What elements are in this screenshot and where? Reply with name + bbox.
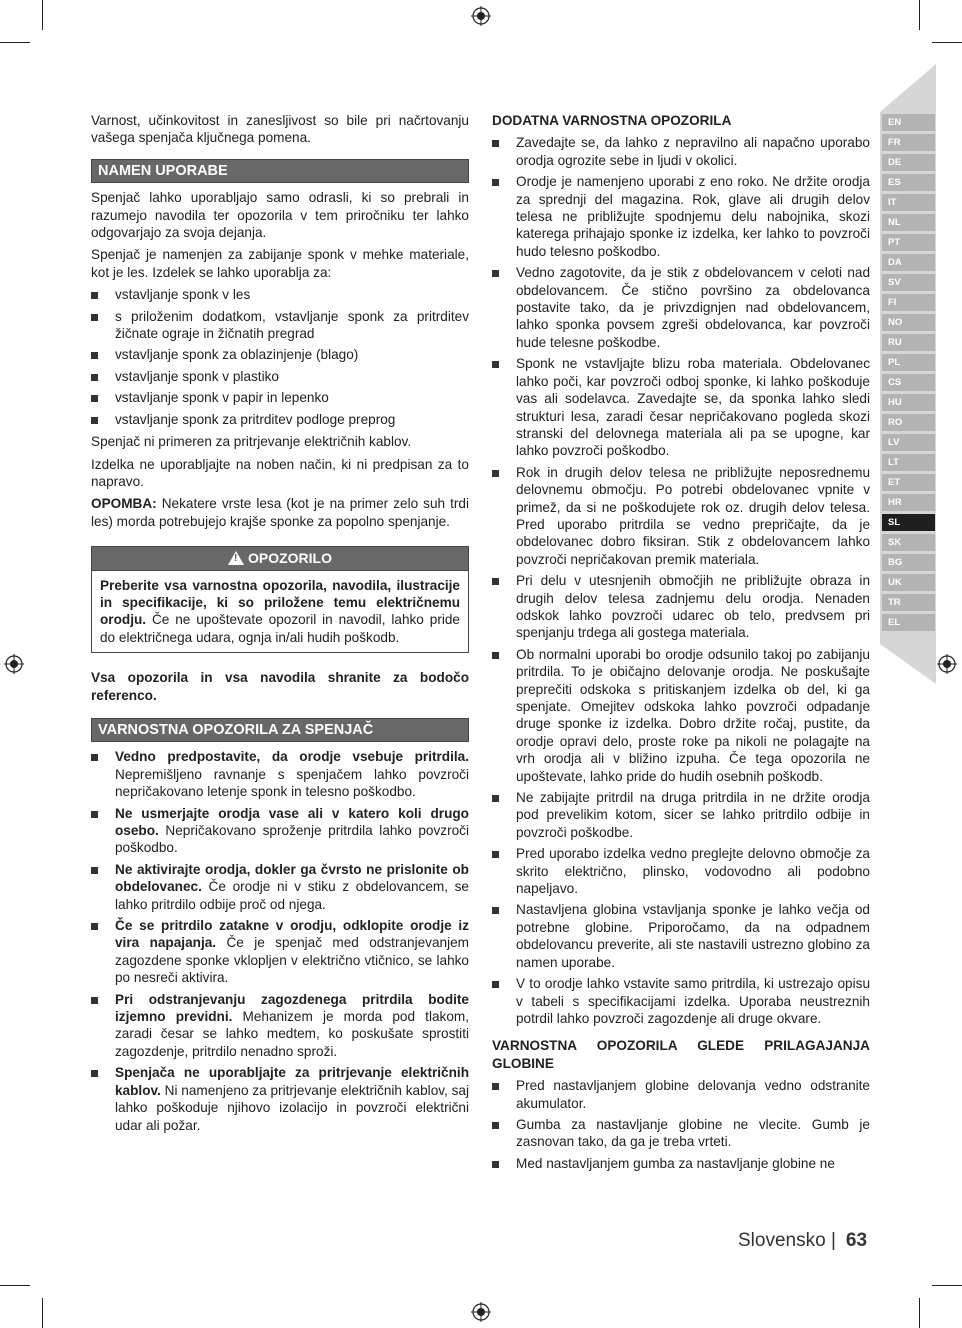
list-item [91,748,469,800]
language-tab-lt[interactable]: LT [882,454,935,471]
language-tab-et[interactable]: ET [882,474,935,491]
note-label: OPOMBA: [91,496,157,512]
warning-header [92,547,468,570]
item-bold: Spenjača ne uporabljajte za pritrjevanje električnih kablov. [115,1065,469,1098]
crop-mark [42,1298,43,1328]
list-item: vstavljanje sponk za oblazinjenje (blago) [91,346,469,363]
list-item [91,1064,469,1134]
list-item [91,917,469,987]
purpose-paragraph: Spenjač je namenjen za zabijanje sponk v mehke materiale, kot je les. Izdelek se lahko uporablja za: [91,247,469,280]
language-tab-hr[interactable]: HR [882,494,935,511]
language-tab-uk[interactable]: UK [882,574,935,591]
language-tab-bg[interactable]: BG [882,554,935,571]
page-number: 63 [845,1230,868,1251]
save-instructions: Vsa opozorila in vsa navodila shranite za bodočo referenco. [91,670,469,703]
language-tab-tr[interactable]: TR [882,594,935,611]
language-tab-el[interactable]: EL [882,614,935,631]
list-item: Sponk ne vstavljajte blizu roba materiala. Obdelovanec lahko poči, kar povzroči odboj sponke, ki lahko poškoduje vas ali sodelavca. Zavedajte se, da sponka lahko sledi strukturi lesa, zaradi česar nepričakovano pogleda skozi stranski del delovnega materiala ali pa se upogne, kar lahko povzroči poškodbo. [492,355,870,459]
language-tab-it[interactable]: IT [882,194,935,211]
language-tab-es[interactable]: ES [882,174,935,191]
list-item: Pri delu v utesnjenih območjih ne približujte obraza in drugih delov telesa zadnjemu delu orodja. Nenaden odskok lahko povzroči udarec ob telo, predvsem pri spenjanju trdega ali gostega materiala. [492,572,870,642]
intro-paragraph: Varnost, učinkovitost in zanesljivost so bile pri načrtovanju vašega spenjača ključnega pomena. [91,113,469,146]
language-tab-sl[interactable]: SL [882,514,935,531]
language-tab-nl[interactable]: NL [882,214,935,231]
stapler-safety-list [91,748,469,1134]
list-item: vstavljanje sponk za pritrditev podloge preprog [91,411,469,428]
list-item: Gumba za nastavljanje globine ne vlecite. Gumb je zasnovan tako, da ga je treba vrteti. [492,1116,870,1151]
language-tab-sk[interactable]: SK [882,534,935,551]
list-item [91,991,469,1061]
item-bold: Vedno predpostavite, da orodje vsebuje pritrdila. [115,749,469,765]
crop-mark [932,42,962,43]
item-bold: Ne usmerjajte orodja vase ali v katero koli drugo osebo. [115,805,469,838]
list-item: Ob normalni uporabi bo orodje odsunilo takoj po zabijanju pritrdila. To je običajno delovanje orodja. Ne poskušajte preprečiti odskoka s pritiskanjem izdelka ob del, ki ga spenjate. Omejitev odskoka lahko povzroči odpadanje druge sponke iz izdelka. Dobro držite ročaj, pustite, da orodje opravi delo, proste roke pa nikoli ne polagajte na vrh orodja ali v bližino izpuha. Če tega opozorila ne upoštevate, lahko pride do hudih osebnih poškodb. [492,646,870,785]
item-text: Nepremišljeno ravnanje s spenjačem lahko povzroči nepričakovano letenje sponk in telesno poškodbo. [115,766,469,800]
registration-mark-icon [937,654,957,674]
note-paragraph [91,495,469,530]
list-item: Med nastavljanjem gumba za nastavljanje globine ne [492,1155,870,1172]
no-other-use-paragraph: Izdelka ne uporabljajte na noben način, ki ni predpisan za to napravo. [91,456,469,489]
extra-safety-list [492,134,870,1027]
list-item: Pred nastavljanjem globine delovanja vedno odstranite akumulator. [492,1077,870,1112]
purpose-heading: NAMEN UPORABE [91,159,469,183]
registration-mark-icon [4,654,24,674]
warning-triangle-icon: ! [228,551,244,565]
language-tab-cs[interactable]: CS [882,374,935,391]
list-item: vstavljanje sponk v les [91,286,469,303]
list-item: Vedno zagotovite, da je stik z obdelovancem v celoti nad obdelovancem. Če stično površino za obdelovanca postavite tako, da je privzdignjen nad obdelovancem, lahko sponka povsem zgreši obdelovanca, kar povzroči hude telesne poškodbe. [492,264,870,351]
language-tab-ru[interactable]: RU [882,334,935,351]
crop-mark [919,0,920,30]
crop-mark [0,1285,30,1286]
language-tab-pl[interactable]: PL [882,354,935,371]
language-tab-da[interactable]: DA [882,254,935,271]
list-item [91,861,469,913]
item-text: Mehanizem je morda pod tlakom, zaradi česar se lahko medtem, ko poskušate sprostiti zagozdenje, pritrdilo nenadno sproži. [115,1009,469,1059]
depth-safety-heading: VARNOSTNA OPOZORILA GLEDE PRILAGAJANJA GLOBINE [492,1038,870,1071]
list-item: s priloženim dodatkom, vstavljanje sponk za pritrditev žičnate ograje in žičnatih pregrad [91,308,469,343]
language-tab-no[interactable]: NO [882,314,935,331]
warning-box [91,546,469,653]
page-footer [738,1230,867,1252]
language-tab-ro[interactable]: RO [882,414,935,431]
language-tab-en[interactable]: EN [882,114,935,131]
list-item: V to orodje lahko vstavite samo pritrdila, ki ustrezajo opisu v tabeli s specifikacijami izdelka. Uporaba neustreznih potrdil lahko povzroči zagozdenje ali druge okvare. [492,975,870,1027]
item-bold: Ne aktivirajte orodja, dokler ga čvrsto ne prislonite ob obdelovanec. [115,861,469,895]
crop-mark [932,1285,962,1286]
extra-safety-heading: DODATNA VARNOSTNA OPOZORILA [492,113,732,128]
right-column [492,112,870,1177]
item-text: Če orodje ni v stiku z obdelovancem, se lahko pritrdilo odbije proč od njega. [115,879,469,912]
registration-mark-icon [471,6,491,26]
note-text: Nekatere vrste lesa (kot je na primer zelo suh trdi les) morda potrebujejo krajše sponke za popolno spenjanje. [91,496,469,529]
not-suitable-paragraph: Spenjač ni primeren za pritrjevanje električnih kablov. [91,434,412,450]
warning-body [92,571,468,653]
item-text: Ni namenjeno za pritrjevanje električnih kablov, saj lahko poškoduje njihovo izolacijo in povzroči električni udar ali požar. [115,1082,469,1133]
language-tab-sv[interactable]: SV [882,274,935,291]
list-item: Pred uporabo izdelka vedno preglejte delovno območje za skrito električno, plinsko, vodovodno ali podobno napeljavo. [492,845,870,897]
depth-safety-list [492,1077,870,1172]
language-tab-de[interactable]: DE [882,154,935,171]
warning-title: OPOZORILO [248,550,332,567]
item-bold: Pri odstranjevanju zagozdenega pritrdila bodite izjemno previdni. [115,991,469,1025]
language-tab-fr[interactable]: FR [882,134,935,151]
crop-mark [42,0,43,30]
crop-mark [919,1298,920,1328]
warning-bold-text: Preberite vsa varnostna opozorila, navodila, ilustracije in specifikacije, ki so priložene temu električnemu orodju. [100,577,460,628]
language-tab-pt[interactable]: PT [882,234,935,251]
language-tab-hu[interactable]: HU [882,394,935,411]
language-tab-lv[interactable]: LV [882,434,935,451]
item-text: Nepričakovano sproženje pritrdila lahko povzroči poškodbo. [115,823,469,856]
left-column [91,112,469,1139]
list-item: Ne zabijajte pritrdil na druga pritrdila in ne držite orodja pod prevelikim kotom, sicer se lahko pritrdilo odbije in povzroči poškodbe. [492,789,870,841]
list-item: Orodje je namenjeno uporabi z eno roko. Ne držite orodja za sprednji del magazina. Rok, glave ali drugih delov telesa ne približujte spodnjemu delu nabojnika, skozi katerega prihajajo sponke iz izdelka, ker lahko to povzroči hudo telesno poškodbo. [492,173,870,260]
crop-mark [0,42,30,43]
stapler-safety-heading: VARNOSTNA OPOZORILA ZA SPENJAČ [91,718,469,742]
list-item: vstavljanje sponk v papir in lepenko [91,389,469,406]
item-bold: Če se pritrdilo zatakne v orodju, odklopite orodje iz vira napajanja. [115,918,469,951]
uses-list [91,286,469,428]
purpose-paragraph: Spenjač lahko uporabljajo samo odrasli, ki so prebrali in razumejo navodila ter opozorila v tem priročniku ter lahko odgovarjajo za svoja dejanja. [91,190,469,241]
language-tab-fi[interactable]: FI [882,294,935,311]
item-text: Če je spenjač med odstranjevanjem zagozdene sponke vklopljen v električno vtičnico, se lahko po nesreči aktivira. [115,935,469,986]
list-item [91,805,469,857]
list-item: Rok in drugih delov telesa ne približujte neposrednemu delovnemu območju. Po potrebi obdelovanec vpnite v primež, da si ne poškodujete rok oz. drugih delov telesa. Pred uporabo pritrdila se vedno prepričajte, da je obdelovanec dobro fiksiran. Stik z obdelovancem lahko povzroči nepričakovan premik materiala. [492,464,870,568]
language-tab-list [882,114,935,634]
list-item: Zavedajte se, da lahko z nepravilno ali napačno uporabo orodja ogrozite sebe in ljudi v okolici. [492,134,870,169]
warning-text: Če ne upoštevate opozoril in navodil, lahko pride do električnega udara, ognja in/ali hudih poškodb. [100,612,460,645]
footer-language: Slovensko | [738,1230,836,1251]
list-item: vstavljanje sponk v plastiko [91,368,469,385]
registration-mark-icon [471,1302,491,1322]
list-item: Nastavljena globina vstavljanja sponke je lahko večja od potrebne globine. Priporočamo, da na odpadnem obdelovancu preverite, ali ste nastavili ustrezno globino za namen uporabe. [492,901,870,971]
